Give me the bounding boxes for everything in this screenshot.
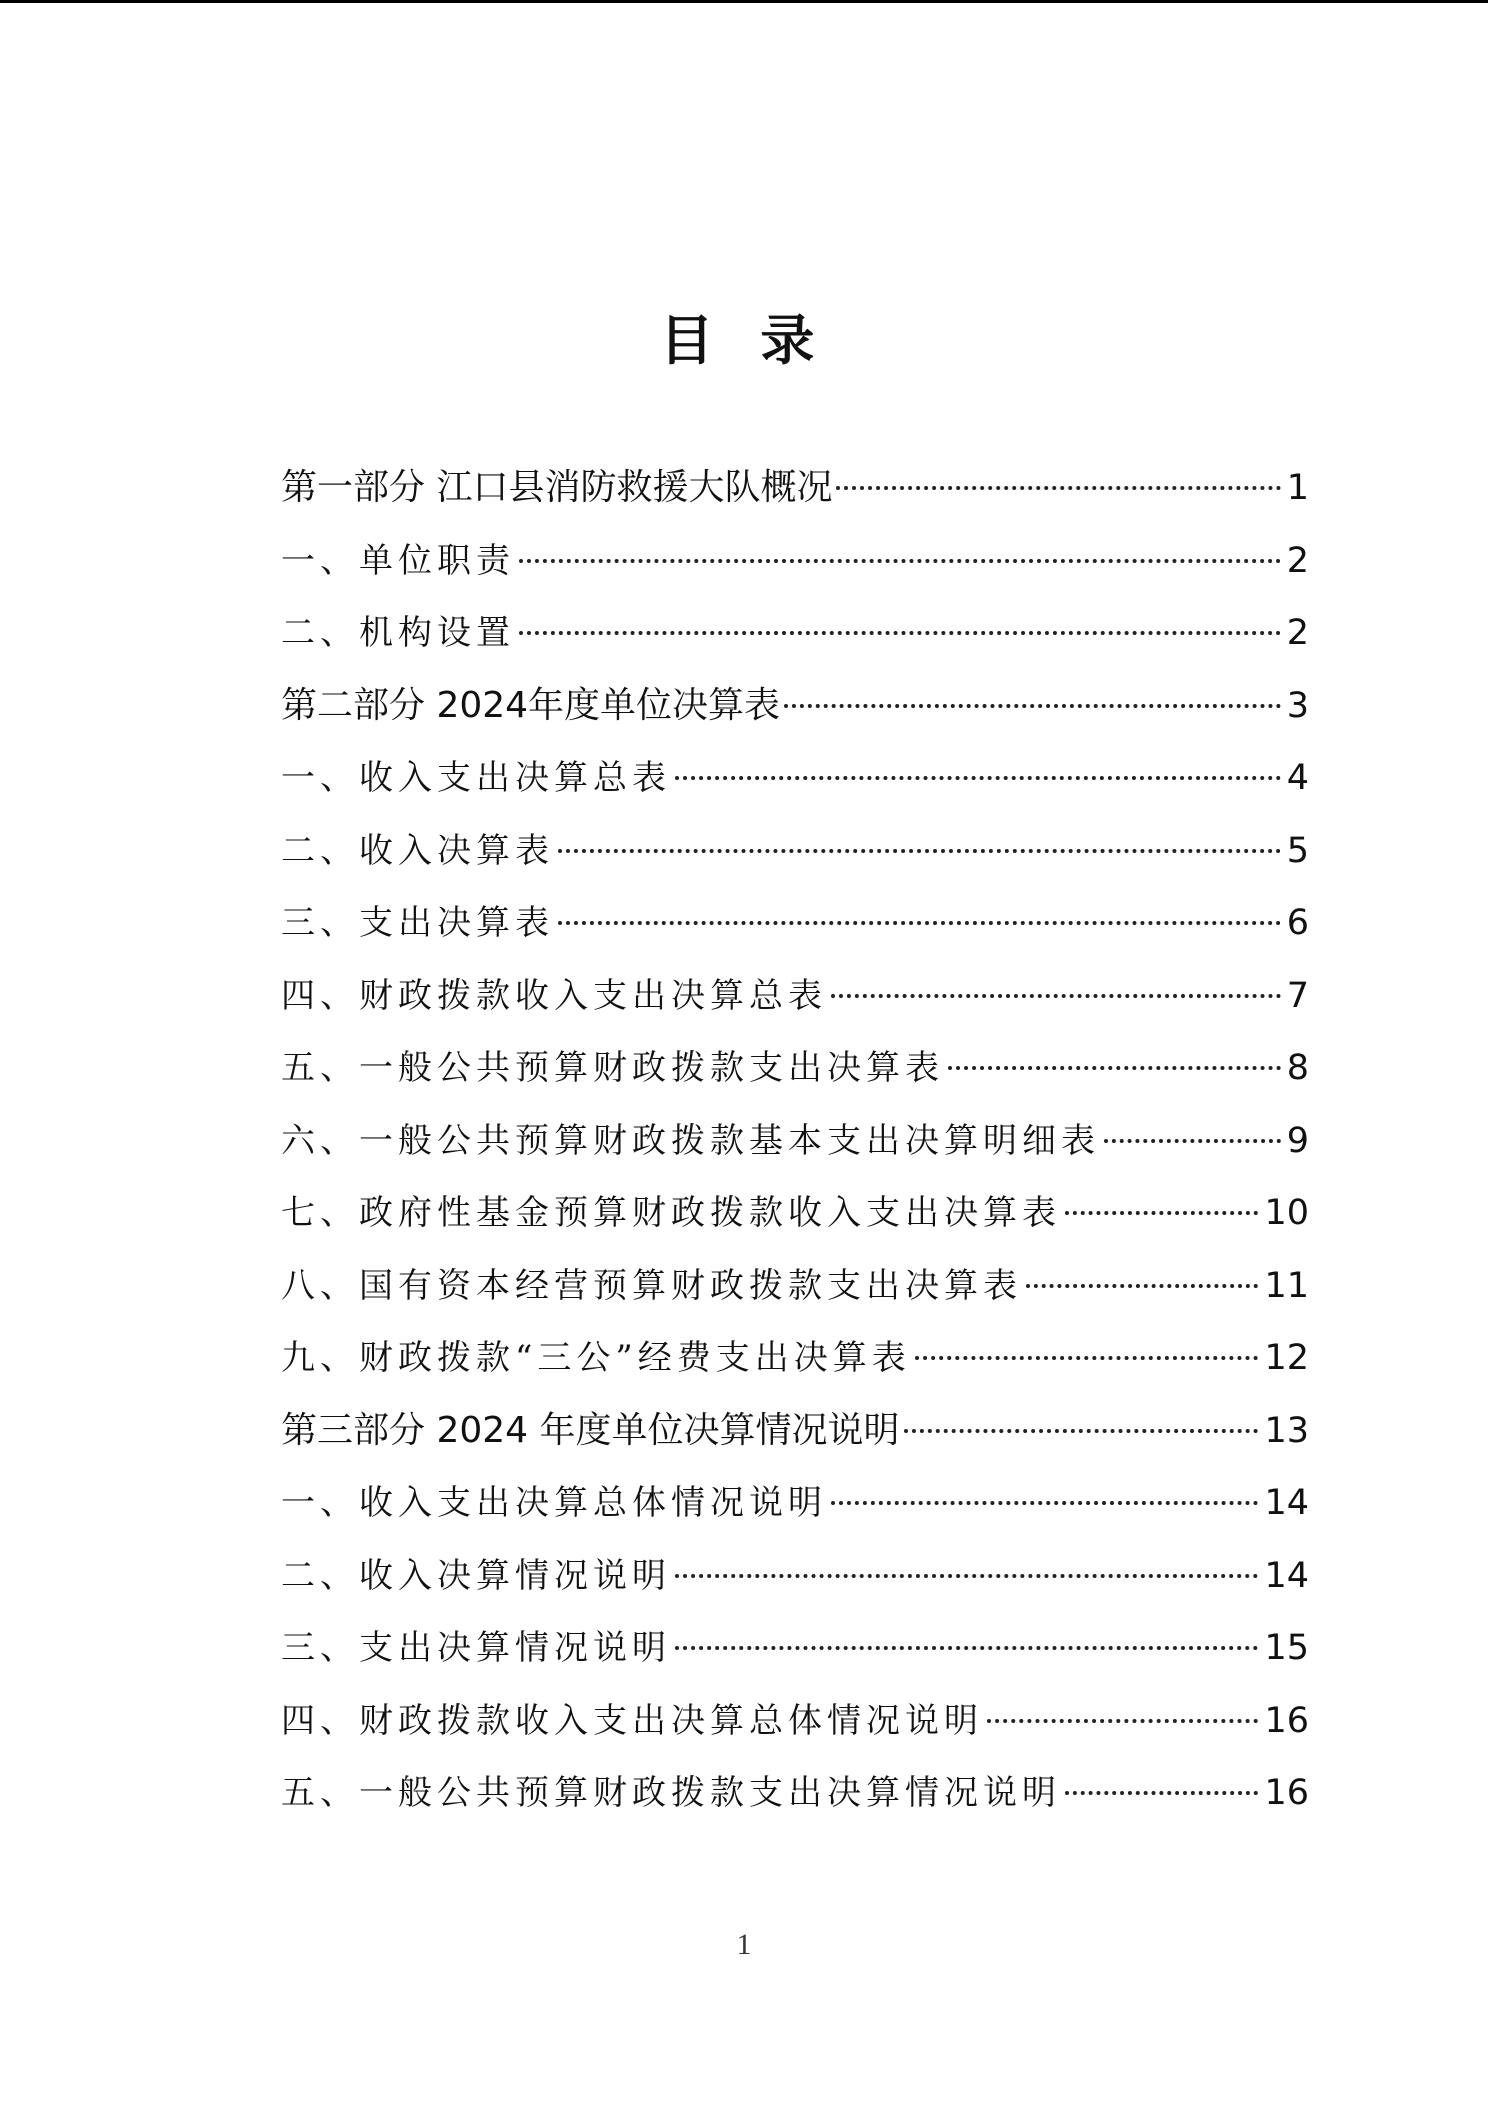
- dot-leader: [831, 1501, 1258, 1505]
- toc-entry-title: 五、一般公共预算财政拨款支出决算表: [281, 1048, 944, 1088]
- toc-section-entry[interactable]: [281, 1177, 1309, 1250]
- toc-section-entry[interactable]: [281, 1757, 1309, 1830]
- toc-entry-page-number: 14: [1264, 1555, 1309, 1596]
- toc-entry-title: 二、收入决算情况说明: [281, 1555, 671, 1596]
- toc-entry-page-number: 4: [1286, 758, 1309, 798]
- toc-section-entry[interactable]: [281, 1032, 1309, 1105]
- toc-entry-page-number: 13: [1264, 1410, 1309, 1451]
- toc-entry-title: 三、支出决算情况说明: [281, 1628, 671, 1668]
- toc-entry-title: 一、单位职责: [281, 540, 515, 581]
- toc-entry-page-number: 7: [1286, 975, 1309, 1016]
- toc-section-entry[interactable]: [281, 960, 1309, 1033]
- dot-leader: [1026, 1284, 1258, 1288]
- toc-entry-title: 八、国有资本经营预算财政拨款支出决算表: [281, 1265, 1022, 1306]
- toc-section-entry[interactable]: [281, 1467, 1309, 1540]
- toc-part-entry[interactable]: [281, 452, 1309, 525]
- toc-section-entry[interactable]: [281, 1685, 1309, 1758]
- toc-section-entry[interactable]: [281, 1322, 1309, 1395]
- toc-section-entry[interactable]: [281, 1250, 1309, 1323]
- toc-section-entry[interactable]: [281, 815, 1309, 888]
- dot-leader: [1065, 1791, 1258, 1795]
- toc-entry-page-number: 8: [1286, 1048, 1309, 1088]
- toc-part-entry[interactable]: [281, 670, 1309, 743]
- toc-entry-title: 三、支出决算表: [281, 903, 554, 943]
- dot-leader: [831, 994, 1281, 998]
- top-border-line: [0, 0, 1488, 3]
- dot-leader: [1065, 1211, 1258, 1215]
- toc-entry-page-number: 15: [1264, 1628, 1309, 1668]
- page-title: 目 录: [659, 309, 829, 372]
- toc-entry-page-number: 3: [1286, 685, 1309, 726]
- toc-entry-title: 一、收入支出决算总体情况说明: [281, 1483, 827, 1523]
- toc-entry-title: 四、财政拨款收入支出决算总表: [281, 975, 827, 1016]
- dot-leader: [675, 1574, 1258, 1578]
- dot-leader: [675, 1646, 1258, 1650]
- toc-entry-title: 五、一般公共预算财政拨款支出决算情况说明: [281, 1773, 1061, 1813]
- toc-entry-page-number: 12: [1264, 1338, 1309, 1378]
- toc-section-entry[interactable]: [281, 597, 1309, 670]
- toc-entry-page-number: 2: [1286, 613, 1309, 653]
- toc-entry-page-number: 5: [1286, 830, 1309, 871]
- toc-entry-title: 六、一般公共预算财政拨款基本支出决算明细表: [281, 1120, 1100, 1161]
- toc-entry-page-number: 16: [1264, 1773, 1309, 1813]
- dot-leader: [519, 559, 1281, 563]
- toc-section-entry[interactable]: [281, 742, 1309, 815]
- toc-section-entry[interactable]: [281, 887, 1309, 960]
- toc-entry-title: 四、财政拨款收入支出决算总体情况说明: [281, 1700, 983, 1741]
- toc-entry-page-number: 10: [1264, 1193, 1309, 1233]
- dot-leader: [675, 776, 1281, 780]
- toc-entry-title: 第三部分 2024 年度单位决算情况说明: [281, 1409, 900, 1451]
- toc-section-entry[interactable]: [281, 1612, 1309, 1685]
- toc-entry-title: 二、收入决算表: [281, 830, 554, 871]
- dot-leader: [558, 849, 1281, 853]
- toc-entry-page-number: 9: [1286, 1120, 1309, 1161]
- dot-leader: [987, 1719, 1258, 1723]
- toc-section-entry[interactable]: [281, 1540, 1309, 1613]
- toc-entry-page-number: 6: [1286, 903, 1309, 943]
- toc-section-entry[interactable]: [281, 1105, 1309, 1178]
- toc-entry-title: 第一部分 江口县消防救援大队概况: [281, 467, 833, 508]
- dot-leader: [915, 1356, 1259, 1360]
- toc-entry-title: 九、财政拨款“三公”经费支出决算表: [281, 1338, 911, 1378]
- toc-entry-page-number: 14: [1264, 1483, 1309, 1523]
- toc-entry-title: 一、收入支出决算总表: [281, 758, 671, 798]
- toc-entry-title: 第二部分 2024年度单位决算表: [281, 684, 781, 726]
- toc-part-entry[interactable]: [281, 1395, 1309, 1468]
- toc-entry-page-number: 2: [1286, 540, 1309, 581]
- toc-entry-title: 七、政府性基金预算财政拨款收入支出决算表: [281, 1193, 1061, 1233]
- dot-leader: [1104, 1139, 1281, 1143]
- dot-leader: [558, 921, 1281, 925]
- toc-entry-page-number: 1: [1286, 468, 1309, 508]
- toc-section-entry[interactable]: [281, 525, 1309, 598]
- table-of-contents: [281, 452, 1309, 1830]
- footer-page-number: 1: [736, 1928, 752, 1961]
- dot-leader: [519, 631, 1281, 635]
- dot-leader: [904, 1429, 1259, 1433]
- dot-leader: [948, 1066, 1281, 1070]
- dot-leader: [836, 486, 1280, 490]
- dot-leader: [784, 704, 1281, 708]
- toc-entry-page-number: 16: [1264, 1700, 1309, 1741]
- toc-entry-page-number: 11: [1264, 1265, 1309, 1306]
- toc-entry-title: 二、机构设置: [281, 613, 515, 653]
